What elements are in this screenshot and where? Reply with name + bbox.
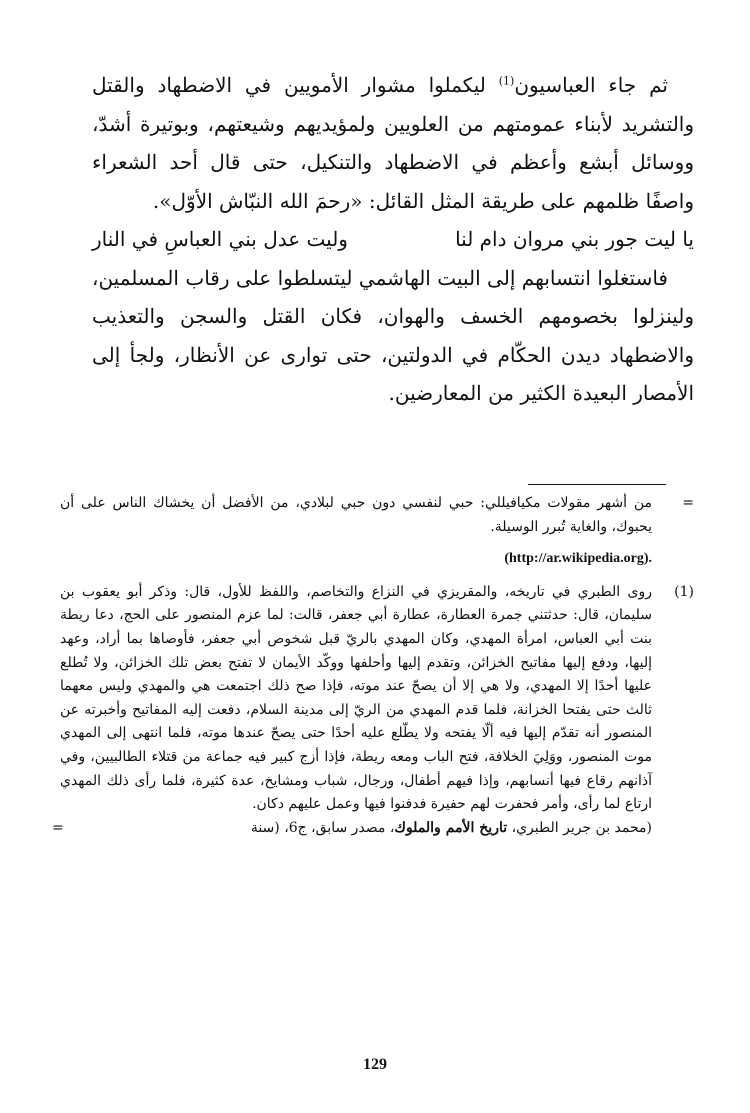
- verse-first-hemistich: يا ليت جور بني مروان دام لنا: [455, 227, 694, 251]
- continuation-text: من أشهر مقولات مكيافيللي: حبي لنفسي دون حبي لبلادي، من الأفضل أن يخشاك الناس على أن يحبوك، والغاية تُبرر الوسيلة.: [60, 495, 652, 535]
- footnote-1-source-title: تاريخ الأمم والملوك: [394, 819, 508, 836]
- paragraph-1-start: ثم جاء العباسيون: [514, 73, 668, 97]
- footnote-1: [52, 581, 694, 841]
- footnote-1-continues-marker: =: [52, 819, 64, 836]
- verse-second-hemistich: وليت عدل بني العباسِ في النار: [92, 227, 348, 251]
- footnote-1-source-start: (محمد بن جرير الطبري،: [507, 819, 652, 836]
- continuation-marker: =: [682, 495, 694, 511]
- footnote-separator: [528, 484, 666, 485]
- page-number: 129: [363, 1056, 387, 1073]
- footnote-1-marker: (1): [674, 583, 694, 600]
- paragraph-1-rest: ليكملوا مشوار الأمويين في الاضطهاد والقتل والتشريد لأبناء عمومتهم من العلويين ولمؤيديهم وشيعتهم، وبوتيرة أشدّ، ووسائل أبشع وأعظم في الاضطهاد والتنكيل، حتى قال أحد الشعراء واصفًا ظلمهم على طريقة المثل القائل: «رحمَ الله النبّاش الأوّل».: [92, 73, 694, 213]
- footnotes: [52, 492, 694, 840]
- footnote-1-source-end: ، مصدر سابق، ج6، (سنة: [250, 819, 395, 836]
- paragraph-1: [92, 66, 694, 220]
- main-text: [92, 66, 694, 413]
- footnote-url: (http://ar.wikipedia.org).: [504, 551, 652, 567]
- footnote-ref-1: (1): [498, 74, 515, 88]
- footnote-continuation: [60, 492, 694, 539]
- poetry-verse: [92, 220, 694, 259]
- paragraph-2: فاستغلوا انتسابهم إلى البيت الهاشمي ليتسلطوا على رقاب المسلمين، ولينزلوا بخصومهم الخسف والهوان، فكان القتل والسجن والتعذيب والاضطهاد ديدن الحكّام في الدولتين، حتى توارى عن الأنظار، ولجأ إلى الأمصار البعيدة الكثير من المعارضين.: [92, 265, 694, 405]
- footnote-1-text: روى الطبري في تاريخه، والمقريزي في النزاع والتخاصم، واللفظ للأول، قال: وذكر أبو يعقوب بن سليمان، قال: حدثتني جمرة العطارة، عطارة أبي جعفر، قالت: لما عزم المنصور على الحج، دعا ريطة بنت أبي العباس، امرأة المهدي، وكان المهدي بالريّ قبل شخوص أبي جعفر، فأوصاها بما أراد، وعهد إليها، ودفع إليها مفاتيح الخزائن، وتقدم إليها وأحلفها ووكّد الأيمان لا تفتح بعض تلك الخزائن، ولا تُطلع عليها أحدًا إلا المهدي، ولا هي إلا أن يصحّ عند موته، فإذا صح ذلك اجتمعت هي والمهدي وليس معهما ثالث حتى يفتحا الخزانة، فلما قدم المهدي من الريّ إلى مدينة السلام، دفعت إليه المفاتيح وأخبرته عن المنصور أنه تقدّم إليها فيه ألّا يفتحه ولا يطّلع عليه أحدًا حتى يصحّ عندها موته، فلما انتهى إلى المهدي موت المنصور، ووَلِيَ الخلافة، فتح الباب ومعه ريطة، فإذا أزج كبير فيه جماعة من قتلاء الطالبيين، وفي آذانهم رقاع فيها أنسابهم، وإذا فيهم أطفال، ورجال، شباب ومشايخ، عدة كثيرة، فلما رأى ذلك المهدي ارتاع لما رأى، وأمر فحفرت لهم حفيرة فدفنوا فيها وعمل عليهم دكان.: [60, 583, 652, 813]
